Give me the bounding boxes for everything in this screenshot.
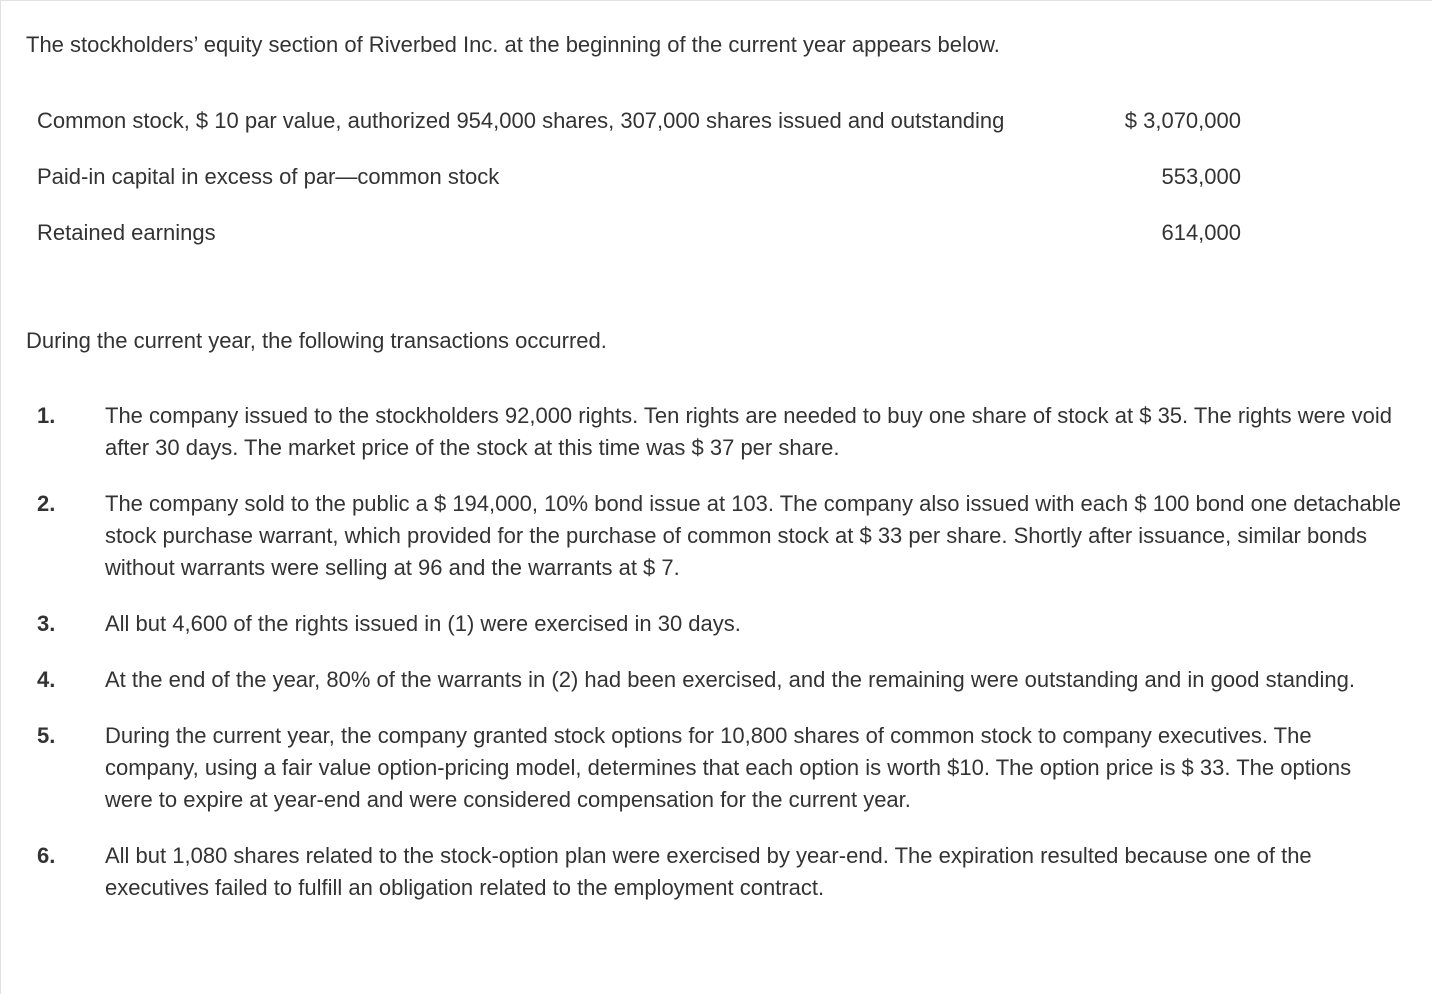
item-number: 3. [37, 611, 56, 636]
equity-label: Paid-in capital in excess of par—common stock [37, 164, 500, 189]
item-number: 6. [37, 843, 56, 868]
table-row [25, 93, 1253, 149]
equity-label: Retained earnings [37, 220, 216, 245]
list-item [1, 720, 1432, 816]
item-text: During the current year, the company granted stock options for 10,800 shares of common stock to company executives. The company, using a fair value option-pricing model, determines that each option is worth $10. The option price is $ 33. The options were to expire at year-end and were considered compensation for the current year. [105, 723, 1352, 812]
item-text: The company sold to the public a $ 194,000, 10% bond issue at 103. The company also issued with each $ 100 bond one detachable stock purchase warrant, which provided for the purchase of common stock at $ 33 per share. Shortly after issuance, similar bonds without warrants were selling at 96 and the warrants at $ 7. [105, 491, 1402, 580]
list-item [1, 488, 1432, 584]
item-number: 4. [37, 667, 56, 692]
item-text: All but 1,080 shares related to the stock-option plan were exercised by year-end. The expiration resulted because one of the executives failed to fulfill an obligation related to the employment contract. [105, 843, 1312, 900]
list-item [1, 664, 1432, 696]
item-text: At the end of the year, 80% of the warrants in (2) had been exercised, and the remaining were outstanding and in good standing. [105, 667, 1355, 692]
intro-text: The stockholders’ equity section of Riverbed Inc. at the beginning of the current year appears below. [26, 32, 1000, 57]
equity-amount: $ 3,070,000 [1124, 108, 1241, 133]
item-number: 2. [37, 491, 56, 516]
item-text: All but 4,600 of the rights issued in (1) were exercised in 30 days. [105, 611, 741, 636]
transactions-list [1, 400, 1432, 928]
table-row [25, 205, 1253, 261]
item-number: 1. [37, 403, 56, 428]
list-item [1, 400, 1432, 464]
equity-amount: 614,000 [1161, 220, 1241, 245]
list-item [1, 840, 1432, 904]
list-item [1, 608, 1432, 640]
item-text: The company issued to the stockholders 92,000 rights. Ten rights are needed to buy one share of stock at $ 35. The rights were void after 30 days. The market price of the stock at this time was $ 37 per share. [105, 403, 1392, 460]
equity-amount: 553,000 [1161, 164, 1241, 189]
transactions-lead-text: During the current year, the following transactions occurred. [26, 328, 607, 353]
item-number: 5. [37, 723, 56, 748]
equity-label: Common stock, $ 10 par value, authorized 954,000 shares, 307,000 shares issued and outstanding [37, 108, 1005, 133]
table-row [25, 149, 1253, 205]
equity-table [25, 93, 1253, 261]
